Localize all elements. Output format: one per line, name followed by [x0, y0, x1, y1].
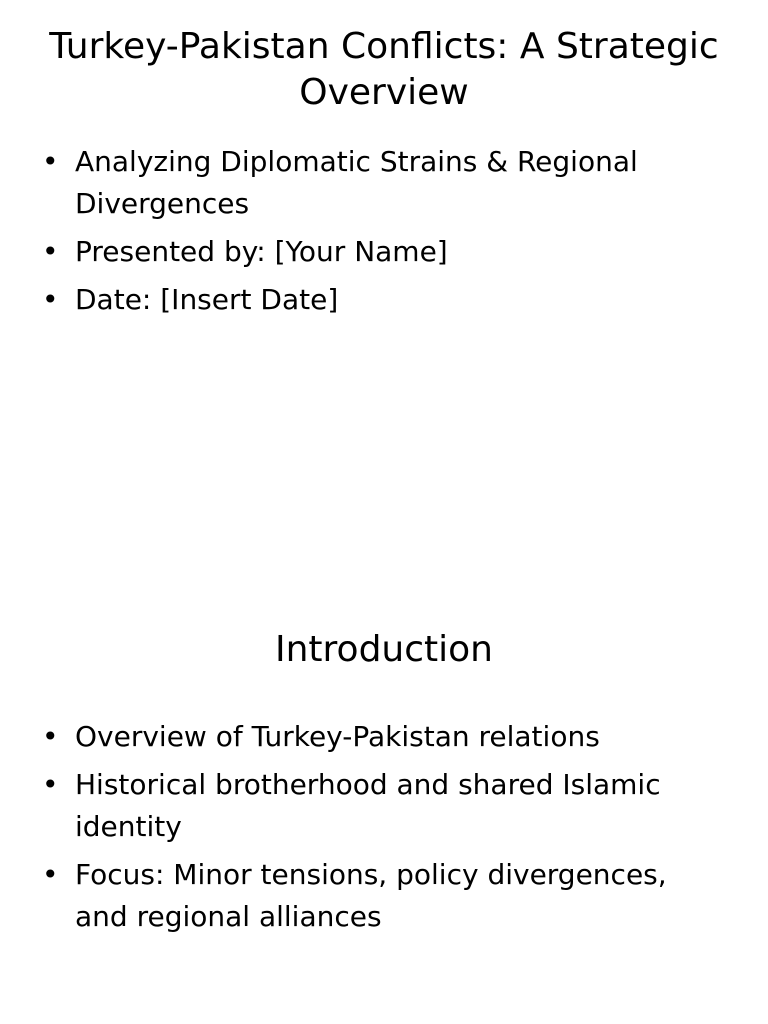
- bullet-list: [42, 141, 728, 327]
- bullet-text: Overview of Turkey-Pakistan relations: [75, 720, 600, 753]
- bullet-item: [42, 279, 728, 321]
- bullet-text: Historical brotherhood and shared Islamic identity: [75, 768, 661, 843]
- slide-title: Introduction: [274, 629, 493, 670]
- bullet-dot-icon: •: [42, 768, 59, 801]
- bullet-item: [42, 141, 728, 225]
- bullet-item: [42, 716, 728, 758]
- bullet-text: Presented by: [Your Name]: [75, 235, 448, 268]
- bullet-item: [42, 854, 728, 938]
- slide-title: Turkey-Pakistan Conflicts: A Strategic Overview: [49, 26, 719, 113]
- bullet-text: Analyzing Diplomatic Strains & Regional Divergences: [75, 145, 638, 220]
- bullet-text: Date: [Insert Date]: [75, 283, 339, 316]
- bullet-list: [42, 716, 728, 944]
- bullet-item: [42, 764, 728, 848]
- bullet-item: [42, 231, 728, 273]
- bullet-text: Focus: Minor tensions, policy divergences, and regional alliances: [75, 858, 667, 933]
- bullet-dot-icon: •: [42, 720, 59, 753]
- bullet-dot-icon: •: [42, 283, 59, 316]
- bullet-dot-icon: •: [42, 858, 59, 891]
- slide-introduction: [0, 512, 768, 1024]
- bullet-dot-icon: •: [42, 235, 59, 268]
- bullet-dot-icon: •: [42, 145, 59, 178]
